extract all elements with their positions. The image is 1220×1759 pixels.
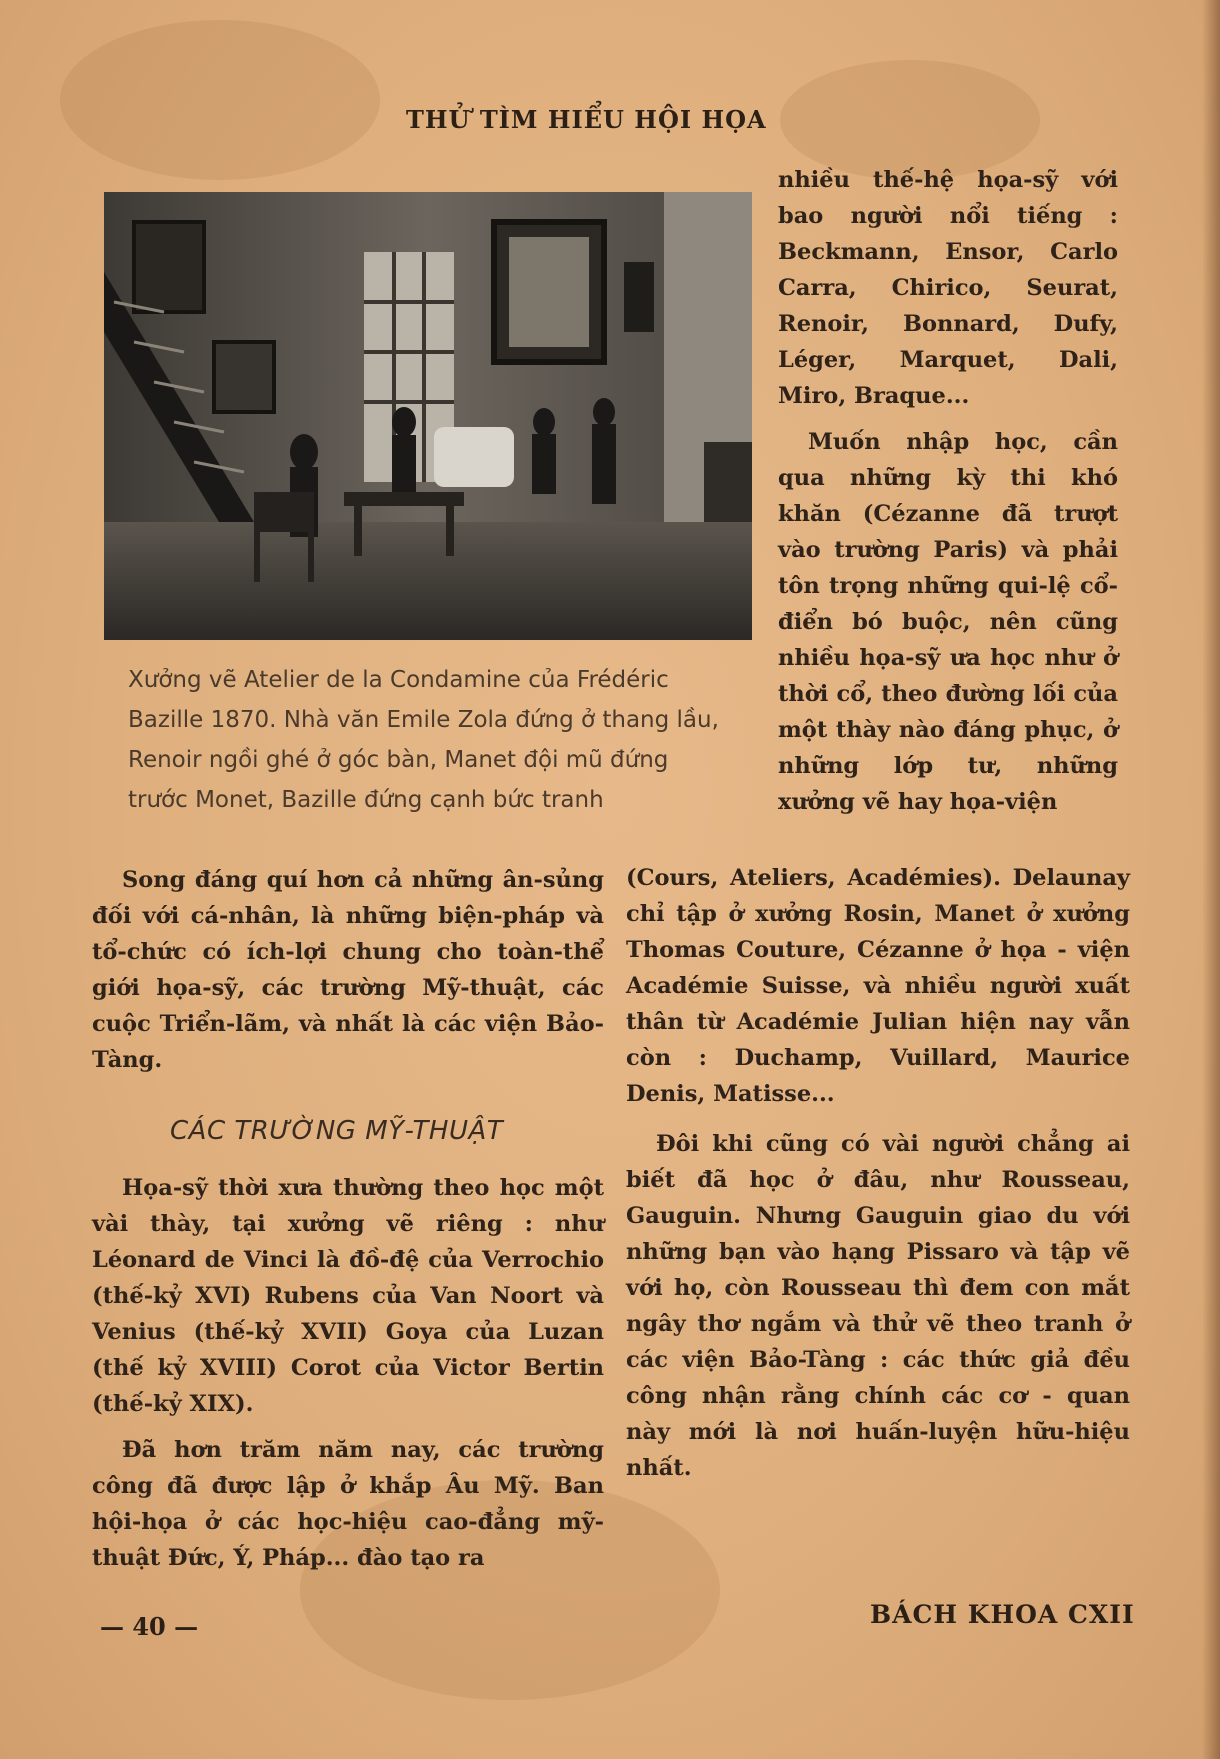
paper-stain: [60, 20, 380, 180]
page-edge-shadow: [1202, 0, 1220, 1759]
paragraph: Muốn nhập học, cần qua những kỳ thi khó khăn (Cézanne đã trượt vào trường Paris) và phải tôn trọng những qui-lệ cổ-điển bó buộc, nên cũng nhiều họa-sỹ ưa học như ở thời cổ, theo đường lối của một thày nào đáng phục, ở những lớp tư, những xưởng vẽ hay họa-viện: [778, 429, 1118, 815]
page-number: — 40 —: [100, 1612, 199, 1641]
running-header: THỬ TÌM HIỂU HỘI HỌA: [406, 105, 767, 134]
left-column-body: [92, 1170, 604, 1576]
paragraph: Đôi khi cũng có vài người chẳng ai biết đã học ở đâu, như Rousseau, Gauguin. Nhưng Gauguin giao du với những bạn vào hạng Pissaro và tập vẽ với họ, còn Rousseau thì đem con mắt ngây thơ ngắm và thử vẽ theo tranh ở các viện Bảo-Tàng : các thức giả đều công nhận rằng chính các cơ - quan này mới là nơi huấn-luyện hữu-hiệu nhất.: [626, 1131, 1130, 1481]
paragraph: (Cours, Ateliers, Académies). Delaunay chỉ tập ở xưởng Rosin, Manet ở xưởng Thomas Couture, Cézanne ở họa - viện Académie Suisse, và nhiều người xuất thân từ Académie Julian hiện nay vẫn còn : Duchamp, Vuillard, Maurice Denis, Matisse...: [626, 865, 1130, 1107]
paragraph: Đã hơn trăm năm nay, các trường công đã được lập ở khắp Âu Mỹ. Ban hội-họa ở các học-hiệu cao-đẳng mỹ-thuật Đức, Ý, Pháp... đào tạo ra: [92, 1437, 604, 1571]
photo-caption: Xưởng vẽ Atelier de la Condamine của Frédéric Bazille 1870. Nhà văn Emile Zola đứng ở thang lầu, Renoir ngồi ghé ở góc bàn, Manet đội mũ đứng trước Monet, Bazille đứng cạnh bức tranh: [128, 667, 719, 813]
paragraph: Song đáng quí hơn cả những ân-sủng đối với cá-nhân, là những biện-pháp và tổ-chức có ích-lợi chung cho toàn-thể giới họa-sỹ, các trường Mỹ-thuật, các cuộc Triển-lãm, và nhất là các viện Bảo-Tàng.: [92, 867, 604, 1073]
studio-photograph: [104, 192, 752, 640]
right-column-bottom: [626, 860, 1130, 1486]
right-column-top: [778, 162, 1118, 820]
magazine-name: BÁCH KHOA CXII: [870, 1600, 1135, 1629]
paragraph: nhiều thế-hệ họa-sỹ với bao người nổi tiếng : Beckmann, Ensor, Carlo Carra, Chirico, Seurat, Renoir, Bonnard, Dufy, Léger, Marquet, Dali, Miro, Braque...: [778, 167, 1118, 409]
left-column: [92, 862, 604, 1078]
paragraph: Họa-sỹ thời xưa thường theo học một vài thày, tại xưởng vẽ riêng : như Léonard de Vinci là đồ-đệ của Verrochio (thế-kỷ XVI) Rubens của Van Noort và Venius (thế-kỷ XVII) Goya của Luzan (thế kỷ XVIII) Corot của Victor Bertin (thế-kỷ XIX).: [92, 1175, 604, 1417]
section-title: CÁC TRƯỜNG MỸ-THUẬT: [170, 1116, 504, 1146]
